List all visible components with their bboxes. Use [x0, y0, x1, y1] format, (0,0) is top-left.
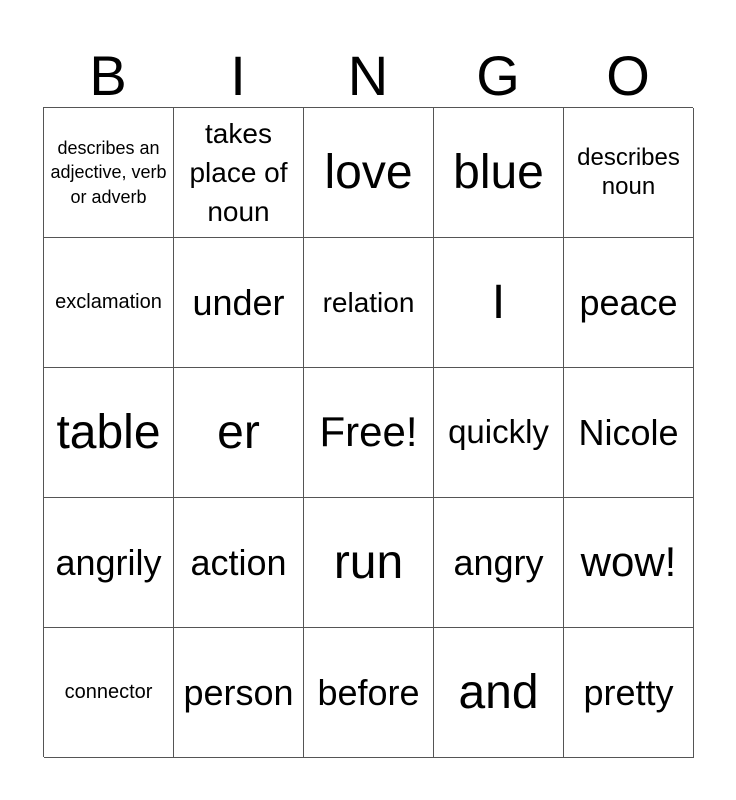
header-letter-g: G — [476, 44, 520, 107]
bingo-cell[interactable]: run — [304, 498, 434, 628]
free-space-cell[interactable]: Free! — [304, 368, 434, 498]
bingo-cell[interactable]: quickly — [434, 368, 564, 498]
header-letter-b: B — [89, 44, 127, 107]
bingo-cell[interactable]: person — [174, 628, 304, 758]
bingo-cell[interactable]: before — [304, 628, 434, 758]
bingo-board — [43, 107, 693, 757]
bingo-cell[interactable]: angry — [434, 498, 564, 628]
bingo-cell[interactable]: peace — [564, 238, 694, 368]
bingo-cell[interactable]: love — [304, 108, 434, 238]
bingo-cell[interactable]: angrily — [44, 498, 174, 628]
bingo-cell[interactable]: Nicole — [564, 368, 694, 498]
bingo-cell[interactable]: er — [174, 368, 304, 498]
bingo-cell[interactable]: action — [174, 498, 304, 628]
bingo-cell[interactable]: describes an adjective, verb or adverb — [44, 108, 174, 238]
bingo-cell[interactable]: pretty — [564, 628, 694, 758]
header-letter-i: I — [230, 44, 246, 107]
bingo-cell[interactable]: relation — [304, 238, 434, 368]
bingo-cell[interactable]: under — [174, 238, 304, 368]
bingo-cell[interactable]: describes noun — [564, 108, 694, 238]
bingo-cell[interactable]: exclamation — [44, 238, 174, 368]
bingo-cell[interactable]: blue — [434, 108, 564, 238]
bingo-cell[interactable]: connector — [44, 628, 174, 758]
bingo-cell[interactable]: I — [434, 238, 564, 368]
bingo-cell[interactable]: table — [44, 368, 174, 498]
header-letter-o: O — [606, 44, 650, 107]
bingo-cell[interactable]: takes place of noun — [174, 108, 304, 238]
header-letter-n: N — [347, 44, 389, 107]
bingo-cell[interactable]: and — [434, 628, 564, 758]
bingo-header — [43, 44, 693, 108]
bingo-cell[interactable]: wow! — [564, 498, 694, 628]
